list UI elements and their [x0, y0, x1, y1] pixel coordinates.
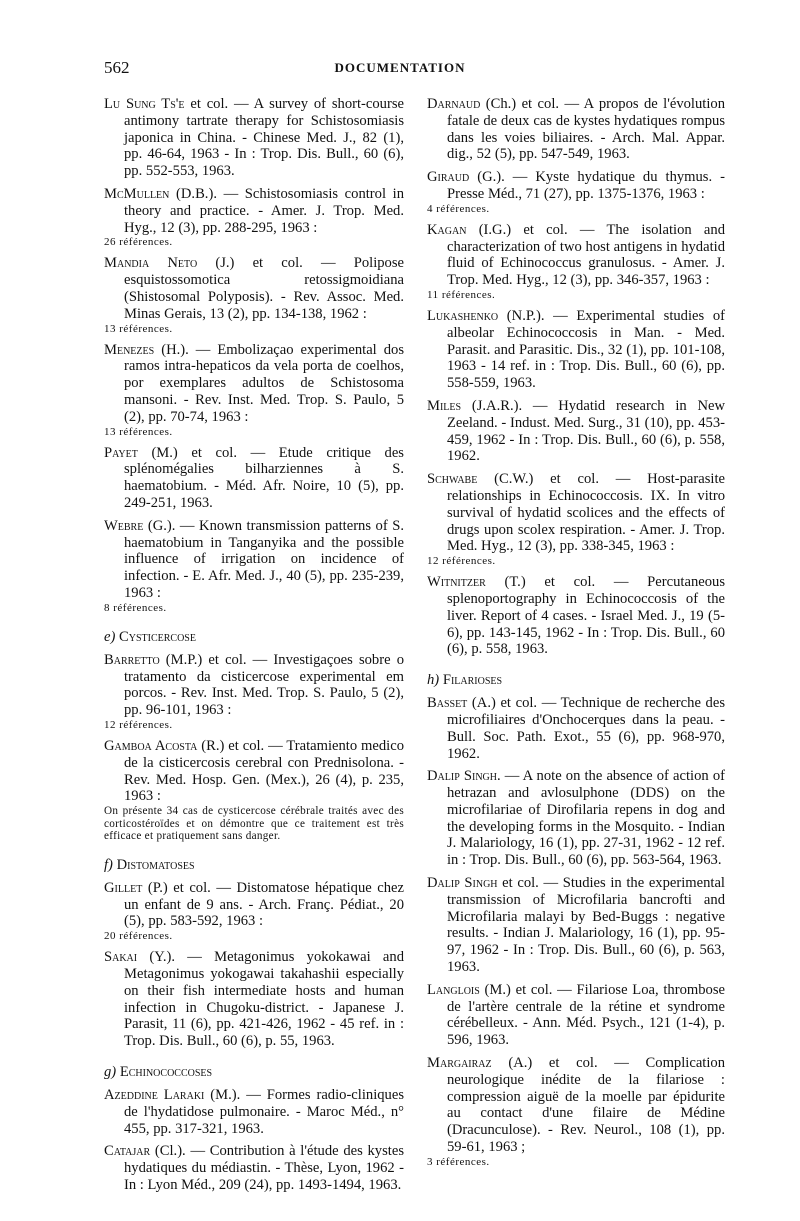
section-heading-echinococcoses: g) Echinococcoses [104, 1064, 213, 1081]
entry-author: Payet [104, 444, 138, 461]
bibliography-entry [104, 96, 404, 180]
entry-text [104, 255, 404, 322]
entry-references-count: 11 références. [427, 288, 496, 301]
entry-author: Lu Sung Ts'e [104, 96, 185, 112]
entry-text [427, 695, 725, 762]
section-heading-distomatoses: f) Distomatoses [104, 856, 195, 873]
entry-text [427, 574, 725, 658]
entry-author: Dalip Singh [427, 768, 497, 785]
entry-text [427, 169, 725, 203]
entry-author: Gamboa Acosta [104, 737, 198, 754]
entry-citation: et col. — A survey of short-course antimony tartrate therapy for Schistosomiasis japonica in China. - Chinese Med. J., 82 (1), pp. 46-64, 1963 - In : Trop. Dis. Bull., 60 (6), pp. 552-553, 1963. [124, 96, 404, 180]
entry-text [104, 445, 404, 512]
bibliography-entry [427, 695, 725, 762]
entry-citation: (G.). — Kyste hydatique du thymus. - Presse Méd., 71 (27), pp. 1375-1376, 1963 : [447, 169, 725, 202]
entry-author: Menezes [104, 341, 155, 358]
entry-text [104, 738, 404, 805]
entry-author: Basset [427, 695, 468, 712]
entry-citation: (I.G.) et col. — The isolation and characterization of two host antigens in hydatid fluid of Echinococcus granulosus. - Amer. J. Trop. Med. Hyg., 12 (3), pp. 346-357, 1963 : [447, 221, 725, 289]
entry-text [104, 652, 404, 719]
entry-text [427, 982, 725, 1049]
left-entries-top [104, 96, 404, 615]
bibliography-entry [427, 96, 725, 163]
bibliography-entry [104, 445, 404, 512]
bibliography-entry [104, 1143, 404, 1193]
bibliography-entry [104, 255, 404, 335]
bibliography-entry [427, 875, 725, 976]
entry-citation: . — A note on the absence of action of hetrazan and avlosulphone (DDS) on the microfilariae of Dirofilaria repens in dog and the developing forms in the Mosquito. - Indian J. Malariology, 16 (1), pp. 27-31, 1962 - 12 ref. in : Trop. Dis. Bull., 60 (6), pp. 563-564, 1963. [447, 768, 725, 869]
entry-author: Sakai [104, 949, 138, 966]
entry-citation: (R.) et col. — Tratamiento medico de la cisticercosis cerebral con Prednisolona. - Rev. Med. Hosp. Gen. (Mex.), 26 (4), p. 235, 1963 : [124, 737, 404, 805]
entry-author: Gillet [104, 879, 143, 896]
entry-author: Kagan [427, 221, 467, 238]
bibliography-entry [104, 186, 404, 249]
entry-author: Mandia Neto [104, 255, 198, 272]
entry-citation: (M.) et col. — Etude critique des splénomégalies bilharziennes à S. haematobium. - Méd. Afr. Noire, 10 (5), pp. 249-251, 1963. [124, 444, 404, 511]
bibliography-entry [104, 342, 404, 439]
entry-author: Dalip Singh [427, 875, 498, 892]
entry-text [427, 222, 725, 289]
entry-author: Azeddine Laraki [104, 1087, 205, 1104]
bibliography-entry [427, 398, 725, 465]
left-entries-echinococcoses [104, 1087, 404, 1194]
entry-text [104, 342, 404, 426]
entry-author: Schwabe [427, 471, 478, 488]
right-column [427, 96, 725, 1175]
entry-references-count: 12 références. [104, 718, 173, 731]
bibliography-entry [427, 1055, 725, 1169]
entry-citation: (M.P.) et col. — Investigaçoes sobre o tratamento da cisticercose experimental em porcos. - Rev. Inst. Med. Trop. S. Paulo, 5 (2), pp. 96-101, 1963 : [124, 651, 404, 719]
section-heading-filarioses: h) Filarioses [427, 672, 503, 689]
left-entries-cysticercose [104, 652, 404, 843]
bibliography-entry [427, 471, 725, 568]
entry-citation: (H.). — Embolizaçao experimental dos ramos intra-hepaticos da vela porta de coelhos, por exemplares adultos de Schistosoma mansoni. - Rev. Inst. Med. Trop. S. Paulo, 5 (2), pp. 70-74, 1963 : [124, 341, 404, 425]
entry-author: Witnitzer [427, 574, 486, 591]
entry-author: Barretto [104, 651, 160, 668]
entry-references-count: 12 références. [427, 555, 496, 568]
entry-citation: (M.) et col. — Filariose Loa, thrombose de l'artère centrale de la rétine et syndrome cérébelleux. - Ann. Méd. Psych., 121 (1-4), p. 596, 1963. [447, 981, 725, 1049]
entry-references-count: 8 références. [104, 601, 167, 614]
entry-references-count: 13 références. [104, 322, 173, 335]
entry-text [427, 96, 725, 163]
running-head: DOCUMENTATION [334, 60, 466, 75]
entry-text [427, 471, 725, 555]
bibliography-entry [427, 222, 725, 302]
entry-citation: (Y.). — Metagonimus yokokawai and Metagonimus yokogawai takahashii especially on their fish intermediate hosts and human infection in Chugoku-district. - Japanese J. Parasit, 11 (6), pp. 421-426, 1962 - 45 ref. in : Trop. Dis. Bull., 60 (6), p. 55, 1963. [124, 949, 404, 1050]
entry-text [104, 186, 404, 236]
entry-text [104, 1143, 404, 1193]
entry-references-count: 4 références. [427, 202, 490, 215]
bibliography-entry [104, 652, 404, 732]
entry-text [427, 398, 725, 465]
entry-citation: (N.P.). — Experimental studies of albeolar Echinococcosis in Man. - Med. Parasit. and Parasitic. Dis., 32 (1), pp. 101-108, 1963 - 14 ref. in : Trop. Dis. Bull., 60 (6), pp. 558-559, 1963. [447, 307, 725, 392]
entry-author: Miles [427, 397, 462, 414]
entry-citation: (G.). — Known transmission patterns of S. haematobium in Tanganyika and the possible influence of irrigation on incidence of infection. - E. Afr. Med. J., 40 (5), pp. 235-239, 1963 : [124, 517, 404, 601]
bibliography-entry [104, 949, 404, 1050]
entry-text [104, 880, 404, 930]
entry-citation: (C.W.) et col. — Host-parasite relationships in Echinococcosis. IX. In vitro survival of hydatid scolices and the effects of drugs upon scolex respiration. - Amer. J. Trop. Med. Hyg., 12 (3), pp. 338-345, 1963 : [447, 471, 725, 555]
entry-author: Darnaud [427, 96, 481, 112]
entry-author: Lukashenko [427, 307, 499, 324]
page-number: 562 [104, 58, 130, 77]
entry-references-count: 20 références. [104, 930, 173, 943]
entry-text [104, 1087, 404, 1137]
entry-text [427, 1055, 725, 1156]
bibliography-entry [427, 982, 725, 1049]
right-entries-filarioses [427, 695, 725, 1169]
entry-text [104, 949, 404, 1050]
bibliography-entry [427, 169, 725, 216]
bibliography-entry [104, 518, 404, 615]
entry-author: Catajar [104, 1143, 151, 1160]
entry-citation: (D.B.). — Schistosomiasis control in theory and practice. - Amer. J. Trop. Med. Hyg., 12 (3), pp. 288-295, 1963 : [124, 185, 404, 236]
entry-text [104, 96, 404, 180]
bibliography-entry [104, 738, 404, 843]
entry-author: Langlois [427, 981, 480, 998]
entry-citation: et col. — Studies in the experimental transmission of Microfilaria bancrofti and Microfilaria malayi by Bed-Buggs : negative results. - Indian J. Malariology, 16 (1), pp. 95-97, 1962 - In : Trop. Dis. Bull., 60 (6), p. 563, 1963. [447, 875, 725, 976]
entry-citation: (A.) et col. — Complication neurologique inédite de la filariose : compression aiguë de la moelle par épidurite au contact d'une filaire de Médine (Dracunculose). - Rev. Neurol., 108 (1), pp. 59-61, 1963 ; [447, 1055, 725, 1156]
bibliography-entry [427, 768, 725, 869]
entry-citation: (P.) et col. — Distomatose hépatique chez un enfant de 9 ans. - Arch. Franç. Pédiat., 20 (5), pp. 583-592, 1963 : [124, 879, 404, 930]
entry-citation: (J.) et col. — Polipose esquistossomotica retossigmoidiana (Shistosomal Polyposis). - Rev. Assoc. Med. Minas Gerais, 13 (2), pp. 134-138, 1962 : [124, 255, 404, 322]
entry-author: Margairaz [427, 1055, 492, 1072]
bibliography-entry [104, 1087, 404, 1137]
entry-citation: (A.) et col. — Technique de recherche des microfiliaires d'Onchocerques dans la peau. - Bull. Soc. Path. Exot., 55 (6), pp. 968-970, 1962. [447, 695, 725, 762]
entry-references-count: 13 références. [104, 425, 173, 438]
entry-text [427, 768, 725, 869]
bibliography-entry [427, 574, 725, 658]
entry-text [427, 875, 725, 976]
entry-citation: (M.). — Formes radio-cliniques de l'hydatidose pulmonaire. - Maroc Méd., n° 455, pp. 317-321, 1963. [124, 1087, 404, 1137]
entry-citation: (T.) et col. — Percutaneous splenoportography in Echinococcosis of the liver. Report of 4 cases. - Israel Med. J., 19 (5-6), pp. 143-145, 1962 - In : Trop. Dis. Bull., 60 (6), p. 558, 1963. [447, 574, 725, 658]
entry-author: Webre [104, 517, 144, 534]
entry-references-count: 26 références. [104, 236, 173, 249]
left-column [104, 96, 404, 1200]
right-entries-top [427, 96, 725, 658]
bibliography-entry [104, 880, 404, 943]
entry-note: On présente 34 cas de cysticercose cérébrale traités avec des corticostéroïdes et on démontre que ce traitement est très efficace et pratiquement sans danger. [104, 805, 404, 843]
entry-text [104, 518, 404, 602]
entry-citation: (Cl.). — Contribution à l'étude des kystes hydatiques du médiastin. - Thèse, Lyon, 1962 - In : Lyon Méd., 209 (24), pp. 1493-1494, 1963. [124, 1143, 404, 1194]
entry-author: Giraud [427, 169, 470, 186]
section-heading-cysticercose: e) Cysticercose [104, 628, 196, 645]
entry-author: McMullen [104, 185, 170, 202]
entry-citation: (Ch.) et col. — A propos de l'évolution fatale de deux cas de kystes hydatiques rompus dans les voies biliaires. - Arch. Mal. Appar. dig., 52 (5), pp. 547-549, 1963. [447, 96, 725, 163]
bibliography-entry [427, 308, 725, 392]
entry-text [427, 308, 725, 392]
left-entries-distomatoses [104, 880, 404, 1050]
entry-citation: (J.A.R.). — Hydatid research in New Zeeland. - Indust. Med. Surg., 31 (10), pp. 453-459, 1962 - In : Trop. Dis. Bull., 60 (6), p. 558, 1962. [447, 397, 725, 465]
entry-references-count: 3 références. [427, 1155, 490, 1168]
